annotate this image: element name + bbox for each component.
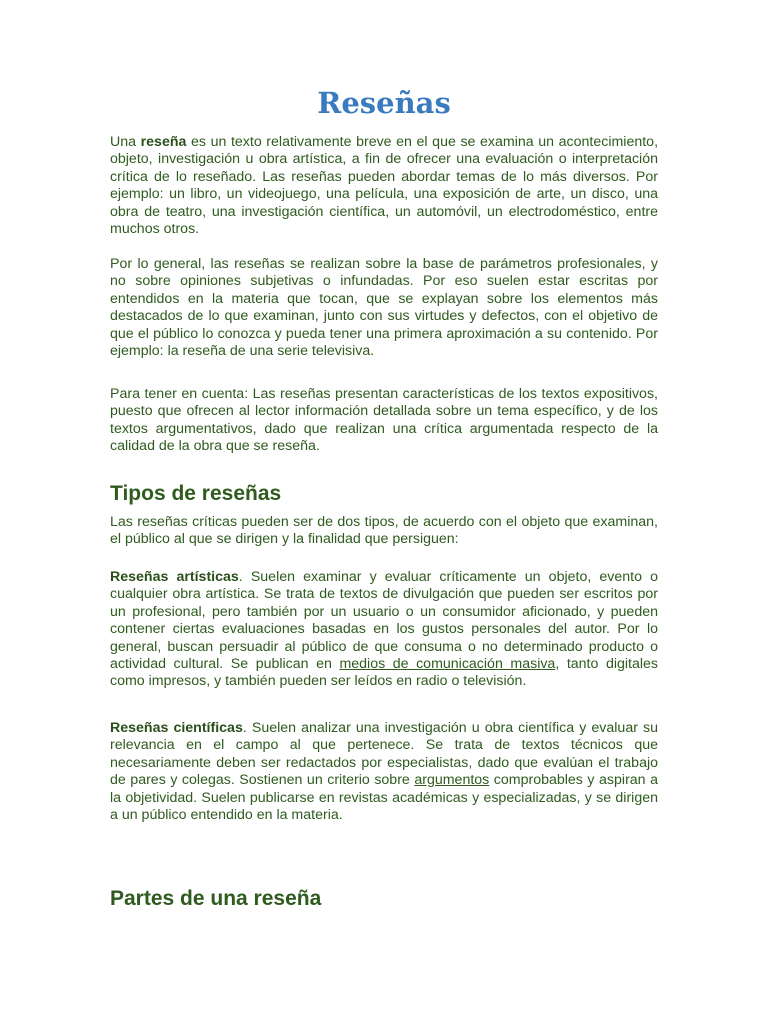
paragraph-cientificas bbox=[110, 720, 658, 824]
paragraph-artisticas bbox=[110, 569, 658, 691]
intro-rest: es un texto relativamente breve en el que se examina un acontecimiento, objeto, investigación u obra artística, a fin de ofrecer una evaluación o interpretación crítica de lo reseñado. Las reseñas pueden abordar temas de lo más diversos. Por ejemplo: un libro, un videojuego, una película, una exposición de arte, un disco, una obra de teatro, una investigación científica, un automóvil, un electrodoméstico, entre muchos otros. bbox=[110, 134, 659, 238]
bold-term-artisticas: Reseñas artísticas bbox=[110, 569, 239, 585]
paragraph-intro bbox=[110, 134, 658, 238]
paragraph-tipos-intro: Las reseñas críticas pueden ser de dos tipos, de acuerdo con el objeto que examinan, el público al que se dirigen y la finalidad que persiguen: bbox=[110, 514, 658, 548]
heading-tipos: Tipos de reseñas bbox=[110, 482, 282, 505]
artisticas-text-2: , tanto digitales como impresos, y también pueden ser leídos en radio o televisión. bbox=[110, 656, 658, 690]
bold-term-cientificas: Reseñas científicas bbox=[110, 720, 243, 736]
link-medios-comunicacion[interactable]: medios de comunicación masiva bbox=[339, 656, 556, 673]
page-title: Reseñas bbox=[317, 86, 451, 120]
link-argumentos[interactable]: argumentos bbox=[414, 772, 490, 789]
paragraph-note: Para tener en cuenta: Las reseñas presentan características de los textos expositivos, puesto que ofrecen al lector información detallada sobre un tema específico, y de los textos argumentativos, dado que realizan una crítica argumentada respecto de la calidad de la obra que se reseña. bbox=[110, 386, 658, 455]
paragraph-general: Por lo general, las reseñas se realizan sobre la base de parámetros profesionales, y no sobre opiniones subjetivas o infundadas. Por eso suelen estar escritas por entendidos en la materia que tocan, que se explayan sobre los elementos más destacados de lo que examinan, junto con sus virtudes y defectos, con el objetivo de que el público lo conozca y pueda tener una primera aproximación a su contenido. Por ejemplo: la reseña de una serie televisiva. bbox=[110, 256, 658, 360]
bold-term-resena: reseña bbox=[140, 134, 187, 150]
artisticas-text-1: . Suelen examinar y evaluar críticamente un objeto, evento o cualquier obra artística. Se trata de textos de divulgación que pueden ser escritos por un profesional, pero también por un usuario o un consumidor aficionado, y pueden contener ciertas evaluaciones basadas en los gustos personales del autor. Por lo general, buscan persuadir al público de que consuma o no determinado producto o actividad cultural. Se publican en bbox=[110, 569, 658, 673]
cientificas-text-2: comprobables y aspiran a la objetividad. Suelen publicarse en revistas académicas y especializadas, y se dirigen a un público entendido en la materia. bbox=[110, 772, 658, 824]
intro-lead: Una bbox=[110, 134, 141, 150]
cientificas-text-1: . Suelen analizar una investigación u obra científica y evaluar su relevancia en el campo al que pertenece. Se trata de textos técnicos que necesariamente deben ser redactados por especialistas, dado que evalúan el trabajo de pares y colegas. Sostienen un criterio sobre bbox=[110, 720, 659, 789]
heading-partes: Partes de una reseña bbox=[110, 887, 322, 910]
